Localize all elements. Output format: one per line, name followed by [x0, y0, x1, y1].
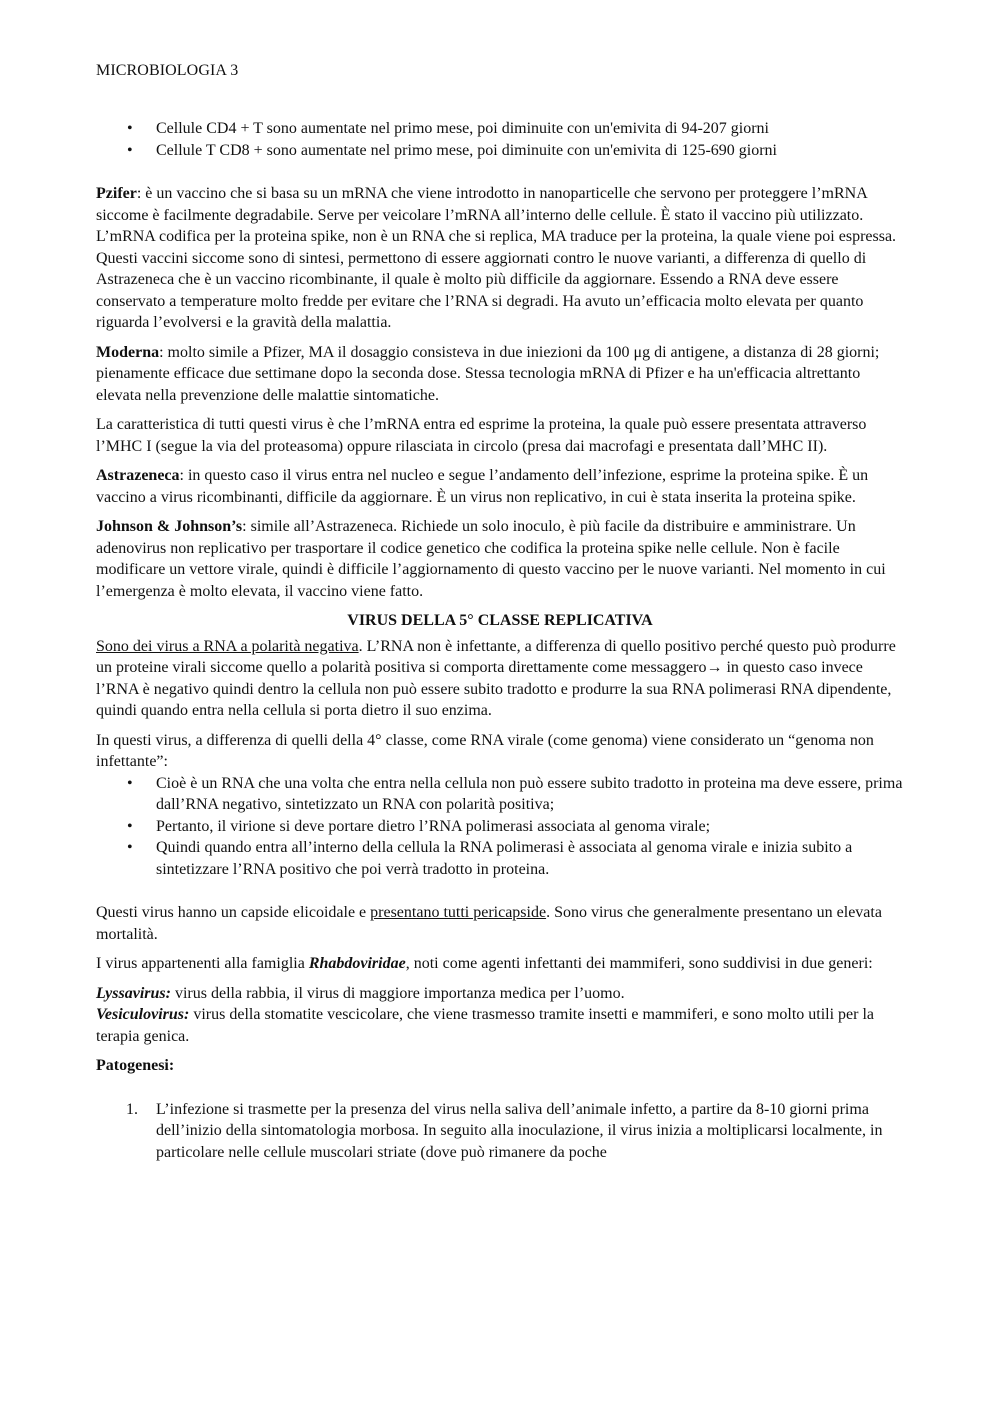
- johnson-paragraph: [96, 516, 904, 602]
- moderna-paragraph: [96, 342, 904, 407]
- moderna-label: Moderna: [96, 343, 160, 361]
- pfizer-text: : è un vaccino che si basa su un mRNA che viene introdotto in nanoparticelle che servono per proteggere l’mRNA siccome è facilmente degradabile. Serve per veicolare l’mRNA all’interno delle cellule. È stato il vaccino più utilizzato. L’mRNA codifica per la proteina spike, non è un RNA che si replica, MA traduce per la proteina, la quale viene poi espressa. Questi vaccini siccome sono di sintesi, permettono di essere aggiornati contro le nuove varianti, a differenza di quello di Astrazeneca che è un vaccino ricombinante, il quale è molto più difficile da aggiornare. Essendo a RNA deve essere conservato a temperature molto fredde per evitare che l’RNA si degradi. Ha avuto un’efficacia molto elevata per quanto riguarda l’evolversi e la gravità della malattia.: [96, 185, 897, 331]
- page-header: MICROBIOLOGIA 3: [96, 62, 239, 79]
- list-item-text: Pertanto, il virione si deve portare dietro l’RNA polimerasi associata al genoma virale;: [156, 817, 711, 835]
- list-item: [127, 837, 904, 880]
- caratteristica-paragraph: La caratteristica di tutti questi virus è che l’mRNA entra ed esprime la proteina, la quale può essere presentata attraverso l’MHC I (segue la via del proteasoma) oppure rilasciata in circolo (presa dai macrofagi e presentata dall’MHC II).: [96, 416, 867, 455]
- bullet-icon: •: [127, 120, 133, 137]
- patogenesi-title: Patogenesi:: [96, 1057, 175, 1074]
- list-item-text: Cellule CD4 + T sono aumentate nel primo mese, poi diminuite con un'emivita di 94-207 giorni: [156, 120, 769, 137]
- cd-cells-list: [96, 118, 904, 161]
- list-item-text: L’infezione si trasmette per la presenza del virus nella saliva dell’animale infetto, a partire da 8-10 giorni prima dell’inizio della sintomatologia morbosa. In seguito alla inoculazione, il virus inizia a moltiplicarsi localmente, in particolare nelle cellule muscolari striate (dove può rimanere da poche: [156, 1100, 883, 1161]
- questi-virus-paragraph: In questi virus, a differenza di quelli della 4° classe, come RNA virale (come genoma) viene considerato un “genoma non infettante”:: [96, 731, 874, 770]
- bullet-icon: •: [127, 774, 133, 792]
- intro-underlined: Sono dei virus a RNA a polarità negativa: [96, 637, 359, 655]
- genus-text: virus della stomatite vescicolare, che viene trasmesso tramite insetti e mammiferi, e sono molto utili per la terapia genica.: [96, 1006, 875, 1045]
- intro-text: . L’RNA non è infettante, a differenza di quello positivo perché questo può produrre un proteine virali siccome quello a polarità positiva si comporta direttamente come messaggero→ in questo caso invece l’RNA è negativo quindi dentro la cellula non può essere subito tradotto e produrre la sua RNA polimerasi RNA dipendente, quindi quando entra nella cellula si porta dietro il suo enzima.: [96, 637, 896, 719]
- genus-name: Vesiculovirus:: [96, 1006, 190, 1023]
- astrazeneca-label: Astrazeneca: [96, 467, 180, 484]
- bullet-icon: •: [127, 141, 133, 159]
- list-item-text: Cellule T CD8 + sono aumentate nel primo mese, poi diminuite con un'emivita di 125-690 giorni: [156, 141, 777, 159]
- pfizer-label: Pzifer: [96, 185, 137, 202]
- capside-paragraph: [96, 902, 904, 945]
- capside-underlined: presentano tutti pericapside: [370, 904, 547, 921]
- list-item: [127, 773, 904, 816]
- johnson-label: Johnson & Johnson’s: [96, 518, 243, 535]
- capside-text-before: Questi virus hanno un capside elicoidale e: [96, 904, 371, 921]
- genus-name: Lyssavirus:: [96, 984, 171, 1002]
- section-title: VIRUS DELLA 5° CLASSE REPLICATIVA: [347, 612, 653, 629]
- genus-text: virus della rabbia, il virus di maggiore importanza medica per l’uomo.: [170, 984, 625, 1002]
- patogenesi-list: [96, 1099, 904, 1164]
- capside-text-after: . Sono virus che generalmente presentano un elevata mortalità.: [96, 904, 882, 943]
- list-item: [127, 140, 904, 162]
- intro-paragraph: [96, 636, 904, 722]
- list-item: [127, 816, 904, 838]
- list-item-text: Cioè è un RNA che una volta che entra nella cellula non può essere subito tradotto in proteina ma deve essere, prima dall’RNA negativo, sintetizzato un RNA con polarità positiva;: [156, 774, 903, 813]
- astrazeneca-paragraph: [96, 465, 904, 508]
- rhabdo-text-after: , noti come agenti infettanti dei mammiferi, sono suddivisi in due generi:: [405, 955, 873, 972]
- list-item-number: 1.: [126, 1100, 138, 1118]
- rhabdo-paragraph: [96, 953, 904, 975]
- bullet-icon: •: [127, 817, 133, 835]
- genoma-list: [96, 773, 904, 881]
- list-item-text: Quindi quando entra all’interno della cellula la RNA polimerasi è associata al genoma virale e inizia subito a sintetizzare l’RNA positivo che poi verrà tradotto in proteina.: [156, 839, 853, 878]
- bullet-icon: •: [127, 839, 133, 856]
- rhabdo-family: Rhabdoviridae: [308, 955, 406, 972]
- list-item: [127, 118, 904, 140]
- astrazeneca-text: : in questo caso il virus entra nel nucleo e segue l’andamento dell’infezione, esprime la proteina spike. È un vaccino a virus ricombinanti, difficile da aggiornare. È un virus non replicativo, in cui è stata inserita la proteina spike.: [96, 467, 869, 506]
- johnson-text: : simile all’Astrazeneca. Richiede un solo inoculo, è più facile da distribuire e amministrare. Un adenovirus non replicativo per trasportare il codice genetico che codifica la proteina spike nelle cellule. Non è facile modificare un vettore virale, quindi è difficile l’aggiornamento di questo vaccino per le nuove varianti. Nel momento in cui l’emergenza è molto elevata, il vaccino viene fatto.: [96, 518, 886, 600]
- document-body: [96, 118, 904, 1163]
- rhabdo-text-before: I virus appartenenti alla famiglia: [96, 955, 309, 972]
- list-item: [126, 1099, 904, 1164]
- genera-paragraph: [96, 983, 904, 1048]
- moderna-text: : molto simile a Pfizer, MA il dosaggio consisteva in due iniezioni da 100 μg di antigene, a distanza di 28 giorni; pienamente efficace due settimane dopo la seconda dose. Stessa tecnologia mRNA di Pfizer e ha un'efficacia altrettanto elevata nella prevenzione delle malattie sintomatiche.: [96, 343, 880, 404]
- pfizer-paragraph: [96, 183, 904, 334]
